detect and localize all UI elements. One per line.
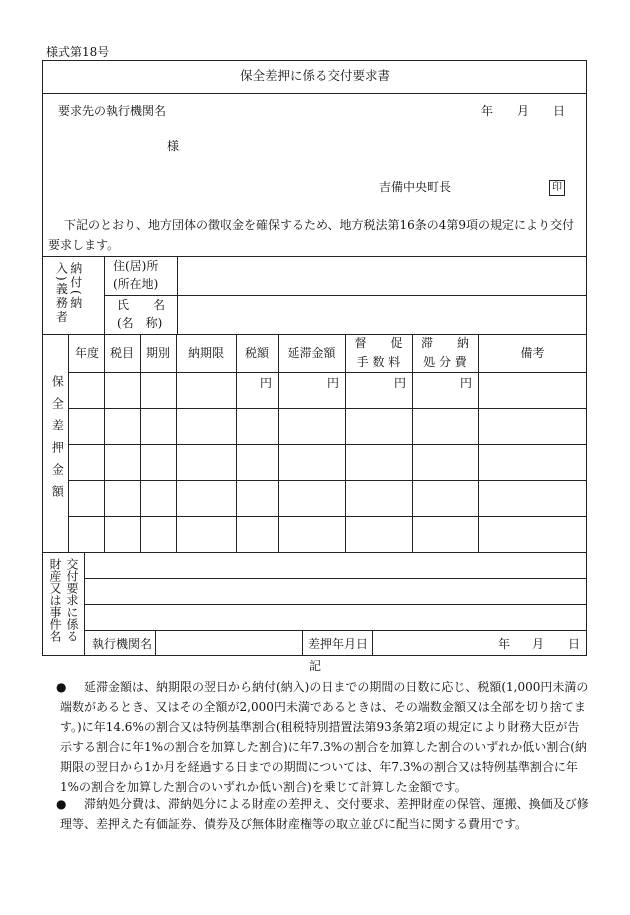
col-disposal-1: 滞 納: [420, 336, 469, 350]
name-label-1: 氏 名: [117, 298, 166, 312]
note1-bullet: ●: [56, 680, 67, 694]
seal-mark: 印: [549, 180, 565, 196]
property-section-label: 交付要求に係る財産又は事件名: [48, 558, 79, 642]
note-disposal-fee: 滞納処分費は、滞納処分による財産の差押え、交付要求、差押財産の保管、運搬、換価及び修理等、差押えた有価証券、債券及び無体財産権等の取立並びに配当に関する費用です。: [60, 797, 589, 831]
honorific-sama: 様: [167, 139, 180, 153]
col-due-date: 納期限: [187, 346, 224, 360]
yen-late-fee: 円: [327, 376, 340, 390]
issuer-name: 吉備中央町長: [379, 180, 452, 194]
yen-tax-amount: 円: [260, 376, 273, 390]
col-period: 期別: [145, 346, 170, 360]
address-bottom-line: [104, 295, 587, 296]
title-divider: [42, 93, 587, 94]
form-number: 様式第18号: [46, 45, 110, 59]
date-year: 年: [481, 104, 494, 118]
amount-label-divider: [68, 334, 69, 552]
notes-heading: 記: [308, 659, 321, 673]
amount-top-line: [42, 334, 587, 335]
seize-date-month: 月: [532, 637, 545, 651]
name-label-2: (名 称): [117, 316, 163, 330]
note2-bullet: ●: [56, 797, 67, 811]
yen-disposal: 円: [460, 376, 473, 390]
form-title: 保全差押に係る交付要求書: [239, 68, 390, 83]
exec-org-label: 執行機関名: [92, 637, 153, 651]
seize-date-year: 年: [498, 637, 511, 651]
seize-date-label: 差押年月日: [308, 637, 369, 651]
col-tax-amount: 税額: [244, 346, 269, 360]
col-reminder-2: 手 数 料: [356, 355, 401, 369]
seize-date-day: 日: [568, 637, 581, 651]
obligor-top-line: [42, 256, 587, 257]
amount-section-label: 保全差押金額: [50, 375, 65, 507]
col-year: 年度: [74, 346, 99, 360]
col-tax-item: 税目: [109, 346, 134, 360]
date-month: 月: [517, 104, 530, 118]
col-late-fee: 延滞金額: [287, 346, 336, 360]
address-label-2: (所在地): [113, 277, 159, 291]
obligor-label: 納付(納入)義務者: [54, 262, 83, 325]
intro-text: 下記のとおり、地方団体の徴収金を確保するため、地方税法第16条の4第9項の規定により交付要求します。: [48, 218, 575, 252]
yen-reminder: 円: [394, 376, 407, 390]
col-reminder-1: 督 促: [354, 336, 403, 350]
date-day: 日: [553, 104, 566, 118]
col-disposal-2: 処 分 費: [423, 355, 467, 369]
note-late-fee: 延滞金額は、納期限の翌日から納付(納入)の日までの期間の日数に応じ、税額(1,000円未満の端数があるとき、又はその全額が2,000円未満であるときは、その端数金額又は全部を切り捨てます。)に年14.6%の割合又は特例基準割合(租税特別措置法第93条第2項の規定により財務大臣が告示する割合に年1%の割合を加算した割合)に年7.3%の割合を加算した割合のいずれか低い割合(納期限の翌日から1か月を経過する日までの期間については、年7.3%の割合又は特例基準割合に年1%の割合を加算した割合のいずれか低い割合)を乗じて計算した金額です。: [60, 680, 589, 794]
col-remarks: 備考: [520, 346, 545, 360]
address-label-1: 住(居)所: [113, 259, 159, 273]
request-to-label: 要求先の執行機関名: [58, 104, 167, 118]
property-top-line: [42, 552, 587, 553]
